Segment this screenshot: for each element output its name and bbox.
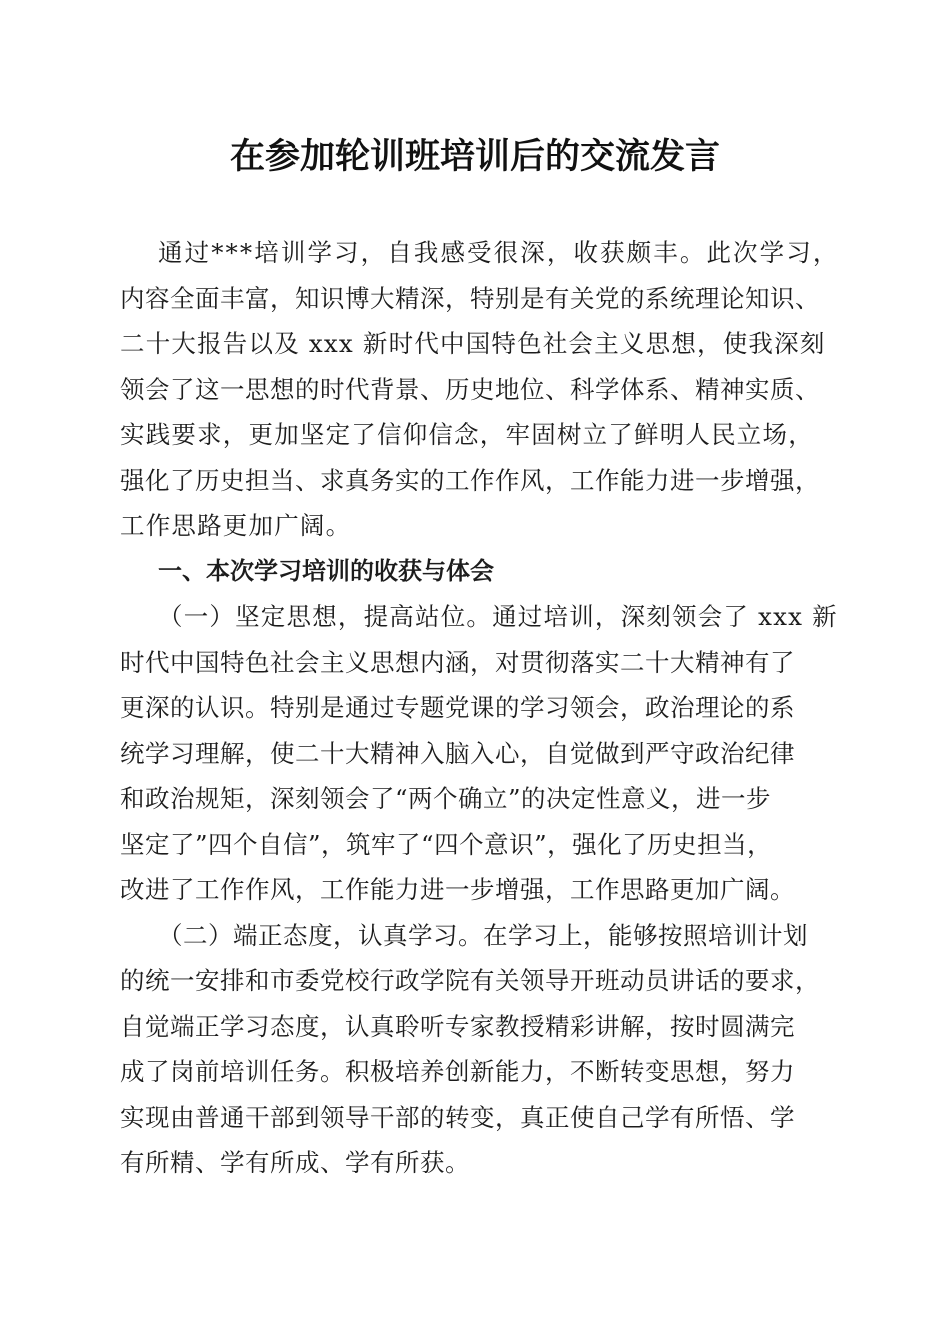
paragraph-section-2 bbox=[120, 913, 842, 1186]
paragraph-line: 成了岗前培训任务。积极培养创新能力，不断转变思想，努力 bbox=[120, 1057, 795, 1086]
paragraph-line: （一）坚定思想，提高站位。通过培训，深刻领会了 xxx 新 bbox=[158, 602, 838, 631]
paragraph-line: 实践要求，更加坚定了信仰信念，牢固树立了鲜明人民立场， bbox=[120, 420, 814, 449]
paragraph-line: 工作思路更加广阔。 bbox=[120, 511, 352, 540]
paragraph-line: 二十大报告以及 xxx 新时代中国特色社会主义思想，使我深刻 bbox=[120, 329, 826, 358]
paragraph-line: （二）端正态度，认真学习。在学习上，能够按照培训计划 bbox=[158, 920, 808, 950]
paragraph-line: 内容全面丰富，知识博大精深，特别是有关党的系统理论知识、 bbox=[120, 283, 820, 313]
paragraph-intro bbox=[120, 230, 842, 549]
paragraph-line: 自觉端正学习态度，认真聆听专家教授精彩讲解，按时圆满完 bbox=[120, 1011, 795, 1041]
document-title: 在参加轮训班培训后的交流发言 bbox=[229, 137, 720, 177]
paragraph-line: 领会了这一思想的时代背景、历史地位、科学体系、精神实质、 bbox=[120, 374, 820, 404]
paragraph-line: 更深的认识。特别是通过专题党课的学习领会，政治理论的系 bbox=[120, 693, 795, 722]
section-heading: 一、本次学习培训的收获与体会 bbox=[158, 556, 494, 585]
paragraph-line: 坚定了”四个自信”，筑牢了“四个意识”，强化了历史担当， bbox=[120, 829, 773, 859]
paragraph-line: 的统一安排和市委党校行政学院有关领导开班动员讲话的要求， bbox=[120, 966, 820, 995]
paragraph-line: 强化了历史担当、求真务实的工作作风，工作能力进一步增强， bbox=[120, 465, 820, 495]
paragraph-line: 有所精、学有所成、学有所获。 bbox=[120, 1148, 470, 1177]
paragraph-line: 时代中国特色社会主义思想内涵，对贯彻落实二十大精神有了 bbox=[120, 647, 795, 677]
paragraph-line: 统学习理解，使二十大精神入脑入心，自觉做到严守政治纪律 bbox=[120, 738, 795, 768]
document-body bbox=[120, 230, 842, 1186]
paragraph-section-1 bbox=[120, 594, 842, 913]
paragraph-line: 改进了工作作风，工作能力进一步增强，工作思路更加广阔。 bbox=[120, 875, 795, 904]
paragraph-line: 实现由普通干部到领导干部的转变，真正使自己学有所悟、学 bbox=[120, 1102, 795, 1132]
paragraph-line: 和政治规矩，深刻领会了“两个确立”的决定性意义，进一步 bbox=[120, 784, 772, 813]
paragraph-line: 通过***培训学习，自我感受很深，收获颇丰。此次学习， bbox=[158, 238, 840, 267]
